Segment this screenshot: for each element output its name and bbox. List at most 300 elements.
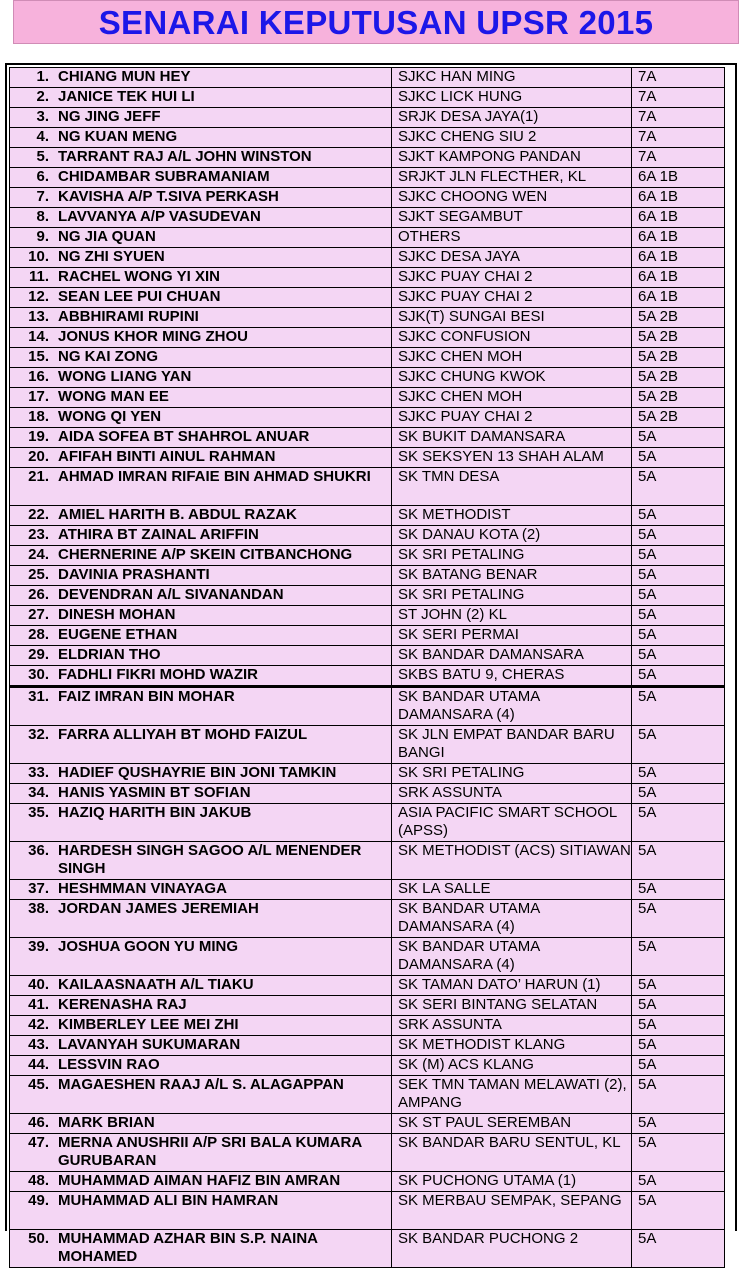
student-cell bbox=[10, 938, 392, 976]
school-name: SK JLN EMPAT BANDAR BARU BANGI bbox=[392, 726, 632, 764]
table-row bbox=[10, 288, 725, 308]
student-cell bbox=[10, 1230, 392, 1268]
school-name: SK METHODIST (ACS) SITIAWAN bbox=[392, 842, 632, 880]
student-name: KERENASHA RAJ bbox=[58, 996, 187, 1013]
result-grade: 5A 2B bbox=[632, 408, 725, 428]
result-grade: 6A 1B bbox=[632, 228, 725, 248]
result-grade: 6A 1B bbox=[632, 168, 725, 188]
student-name: HESHMMAN VINAYAGA bbox=[58, 880, 227, 897]
table-row bbox=[10, 208, 725, 228]
row-number: 34. bbox=[28, 784, 49, 801]
table-row bbox=[10, 408, 725, 428]
student-name: MUHAMMAD AIMAN HAFIZ BIN AMRAN bbox=[58, 1172, 341, 1189]
row-number: 26. bbox=[28, 586, 49, 603]
result-grade: 5A 2B bbox=[632, 368, 725, 388]
student-cell bbox=[10, 687, 392, 726]
student-cell bbox=[10, 428, 392, 448]
table-row bbox=[10, 646, 725, 666]
table-row bbox=[10, 1230, 725, 1268]
row-number: 46. bbox=[28, 1114, 49, 1131]
row-number: 19. bbox=[28, 428, 49, 445]
school-name: SRJKT JLN FLECTHER, KL bbox=[392, 168, 632, 188]
student-cell bbox=[10, 128, 392, 148]
school-name: ASIA PACIFIC SMART SCHOOL (APSS) bbox=[392, 804, 632, 842]
student-name: MUHAMMAD ALI BIN HAMRAN bbox=[58, 1192, 279, 1209]
student-name: NG KAI ZONG bbox=[58, 348, 158, 365]
result-grade: 5A bbox=[632, 842, 725, 880]
student-name: LAVANYAH SUKUMARAN bbox=[58, 1036, 241, 1053]
student-cell bbox=[10, 900, 392, 938]
table-row bbox=[10, 1114, 725, 1134]
table-row bbox=[10, 368, 725, 388]
school-name: SJKC PUAY CHAI 2 bbox=[392, 288, 632, 308]
student-name: KAVISHA A/P T.SIVA PERKASH bbox=[58, 188, 279, 205]
row-number: 42. bbox=[28, 1016, 49, 1033]
student-name: DEVENDRAN A/L SIVANANDAN bbox=[58, 586, 284, 603]
table-row bbox=[10, 586, 725, 606]
school-name: SK (M) ACS KLANG bbox=[392, 1056, 632, 1076]
row-number: 49. bbox=[28, 1192, 49, 1209]
student-name: DINESH MOHAN bbox=[58, 606, 176, 623]
student-cell bbox=[10, 586, 392, 606]
student-cell bbox=[10, 726, 392, 764]
school-name: SJKC LICK HUNG bbox=[392, 88, 632, 108]
student-cell bbox=[10, 1172, 392, 1192]
row-number: 35. bbox=[28, 804, 49, 821]
row-number: 24. bbox=[28, 546, 49, 563]
result-grade: 5A bbox=[632, 1172, 725, 1192]
student-cell bbox=[10, 880, 392, 900]
student-name: WONG LIANG YAN bbox=[58, 368, 192, 385]
student-cell bbox=[10, 348, 392, 368]
table-row bbox=[10, 764, 725, 784]
student-name: LAVVANYA A/P VASUDEVAN bbox=[58, 208, 261, 225]
student-cell bbox=[10, 308, 392, 328]
row-number: 25. bbox=[28, 566, 49, 583]
row-number: 18. bbox=[28, 408, 49, 425]
student-name: MARK BRIAN bbox=[58, 1114, 155, 1131]
result-grade: 7A bbox=[632, 108, 725, 128]
school-name: ST JOHN (2) KL bbox=[392, 606, 632, 626]
table-row bbox=[10, 468, 725, 506]
result-grade: 5A bbox=[632, 804, 725, 842]
student-name: NG ZHI SYUEN bbox=[58, 248, 165, 265]
row-number: 7. bbox=[36, 188, 49, 205]
student-name: RACHEL WONG YI XIN bbox=[58, 268, 220, 285]
row-number: 22. bbox=[28, 506, 49, 523]
table-row bbox=[10, 388, 725, 408]
school-name: SK BUKIT DAMANSARA bbox=[392, 428, 632, 448]
result-grade: 6A 1B bbox=[632, 268, 725, 288]
table-row bbox=[10, 428, 725, 448]
school-name: SJKC CHEN MOH bbox=[392, 388, 632, 408]
row-number: 38. bbox=[28, 900, 49, 917]
student-name: CHIANG MUN HEY bbox=[58, 68, 191, 85]
student-cell bbox=[10, 88, 392, 108]
student-cell bbox=[10, 626, 392, 646]
row-number: 41. bbox=[28, 996, 49, 1013]
table-row bbox=[10, 1076, 725, 1114]
student-name: CHERNERINE A/P SKEIN CITBANCHONG bbox=[58, 546, 353, 563]
school-name: SK METHODIST KLANG bbox=[392, 1036, 632, 1056]
table-row bbox=[10, 666, 725, 687]
result-grade: 5A 2B bbox=[632, 328, 725, 348]
table-row bbox=[10, 687, 725, 726]
student-cell bbox=[10, 368, 392, 388]
result-grade: 5A bbox=[632, 1036, 725, 1056]
student-cell bbox=[10, 1056, 392, 1076]
result-grade: 5A bbox=[632, 566, 725, 586]
row-number: 39. bbox=[28, 938, 49, 955]
student-cell bbox=[10, 606, 392, 626]
result-grade: 5A bbox=[632, 606, 725, 626]
student-name: TARRANT RAJ A/L JOHN WINSTON bbox=[58, 148, 312, 165]
table-row bbox=[10, 108, 725, 128]
result-grade: 6A 1B bbox=[632, 208, 725, 228]
student-name: MERNA ANUSHRII A/P SRI BALA KUMARA GURUBARAN bbox=[58, 1134, 362, 1169]
row-number: 30. bbox=[28, 666, 49, 683]
row-number: 31. bbox=[28, 688, 49, 705]
table-row bbox=[10, 546, 725, 566]
student-cell bbox=[10, 248, 392, 268]
result-grade: 5A bbox=[632, 666, 725, 687]
student-cell bbox=[10, 288, 392, 308]
school-name: SJKC DESA JAYA bbox=[392, 248, 632, 268]
table-row bbox=[10, 148, 725, 168]
student-cell bbox=[10, 228, 392, 248]
student-cell bbox=[10, 1134, 392, 1172]
table-row bbox=[10, 128, 725, 148]
school-name: SKBS BATU 9, CHERAS bbox=[392, 666, 632, 687]
school-name: SK TMN DESA bbox=[392, 468, 632, 506]
table-row bbox=[10, 1016, 725, 1036]
student-cell bbox=[10, 1036, 392, 1056]
result-grade: 5A bbox=[632, 586, 725, 606]
row-number: 11. bbox=[28, 268, 49, 285]
row-number: 5. bbox=[36, 148, 49, 165]
student-name: AMIEL HARITH B. ABDUL RAZAK bbox=[58, 506, 297, 523]
student-cell bbox=[10, 1192, 392, 1230]
student-name: ELDRIAN THO bbox=[58, 646, 161, 663]
student-cell bbox=[10, 328, 392, 348]
student-name: MAGAESHEN RAAJ A/L S. ALAGAPPAN bbox=[58, 1076, 344, 1093]
result-grade: 7A bbox=[632, 68, 725, 88]
result-grade: 5A bbox=[632, 726, 725, 764]
table-row bbox=[10, 726, 725, 764]
table-row bbox=[10, 938, 725, 976]
table-row bbox=[10, 1134, 725, 1172]
student-cell bbox=[10, 566, 392, 586]
table-row bbox=[10, 996, 725, 1016]
school-name: SK PUCHONG UTAMA (1) bbox=[392, 1172, 632, 1192]
school-name: SK BANDAR PUCHONG 2 bbox=[392, 1230, 632, 1268]
student-name: KAILAASNAATH A/L TIAKU bbox=[58, 976, 254, 993]
school-name: SK SRI PETALING bbox=[392, 586, 632, 606]
row-number: 28. bbox=[28, 626, 49, 643]
result-grade: 5A bbox=[632, 938, 725, 976]
student-name: JOSHUA GOON YU MING bbox=[58, 938, 239, 955]
student-name: WONG MAN EE bbox=[58, 388, 169, 405]
row-number: 15. bbox=[28, 348, 49, 365]
table-row bbox=[10, 1036, 725, 1056]
student-name: HARDESH SINGH SAGOO A/L MENENDER SINGH bbox=[58, 842, 362, 877]
school-name: SK SEKSYEN 13 SHAH ALAM bbox=[392, 448, 632, 468]
student-cell bbox=[10, 408, 392, 428]
student-cell bbox=[10, 168, 392, 188]
student-cell bbox=[10, 388, 392, 408]
student-name: EUGENE ETHAN bbox=[58, 626, 178, 643]
table-row bbox=[10, 248, 725, 268]
page-title: SENARAI KEPUTUSAN UPSR 2015 bbox=[98, 4, 654, 41]
student-cell bbox=[10, 468, 392, 506]
row-number: 8. bbox=[36, 208, 49, 225]
row-number: 29. bbox=[28, 646, 49, 663]
result-grade: 5A bbox=[632, 880, 725, 900]
student-name: WONG QI YEN bbox=[58, 408, 162, 425]
school-name: SJK(T) SUNGAI BESI bbox=[392, 308, 632, 328]
student-name: HANIS YASMIN BT SOFIAN bbox=[58, 784, 251, 801]
results-table bbox=[9, 67, 725, 1268]
school-name: SJKC HAN MING bbox=[392, 68, 632, 88]
school-name: SK BANDAR BARU SENTUL, KL bbox=[392, 1134, 632, 1172]
row-number: 16. bbox=[28, 368, 49, 385]
student-cell bbox=[10, 108, 392, 128]
table-row bbox=[10, 88, 725, 108]
result-grade: 5A bbox=[632, 626, 725, 646]
student-name: AIDA SOFEA BT SHAHROL ANUAR bbox=[58, 428, 310, 445]
result-grade: 5A bbox=[632, 646, 725, 666]
title-banner bbox=[13, 0, 739, 44]
table-row bbox=[10, 842, 725, 880]
student-name: FARRA ALLIYAH BT MOHD FAIZUL bbox=[58, 726, 308, 743]
student-name: ATHIRA BT ZAINAL ARIFFIN bbox=[58, 526, 259, 543]
school-name: SK MERBAU SEMPAK, SEPANG bbox=[392, 1192, 632, 1230]
results-table-body bbox=[10, 68, 725, 1268]
row-number: 45. bbox=[28, 1076, 49, 1093]
result-grade: 5A bbox=[632, 687, 725, 726]
table-row bbox=[10, 1056, 725, 1076]
student-name: FAIZ IMRAN BIN MOHAR bbox=[58, 688, 235, 705]
table-row bbox=[10, 308, 725, 328]
table-row bbox=[10, 566, 725, 586]
result-grade: 5A bbox=[632, 764, 725, 784]
student-name: HAZIQ HARITH BIN JAKUB bbox=[58, 804, 252, 821]
result-grade: 6A 1B bbox=[632, 248, 725, 268]
row-number: 6. bbox=[36, 168, 49, 185]
school-name: SK METHODIST bbox=[392, 506, 632, 526]
row-number: 50. bbox=[28, 1230, 49, 1247]
table-row bbox=[10, 228, 725, 248]
school-name: SK SRI PETALING bbox=[392, 764, 632, 784]
row-number: 43. bbox=[28, 1036, 49, 1053]
school-name: SK SRI PETALING bbox=[392, 546, 632, 566]
result-grade: 5A bbox=[632, 1114, 725, 1134]
row-number: 48. bbox=[28, 1172, 49, 1189]
student-name: KIMBERLEY LEE MEI ZHI bbox=[58, 1016, 239, 1033]
student-cell bbox=[10, 666, 392, 687]
school-name: SK SERI PERMAI bbox=[392, 626, 632, 646]
student-name: NG JIA QUAN bbox=[58, 228, 156, 245]
school-name: SJKC CHEN MOH bbox=[392, 348, 632, 368]
school-name: SRK ASSUNTA bbox=[392, 1016, 632, 1036]
student-name: HADIEF QUSHAYRIE BIN JONI TAMKIN bbox=[58, 764, 337, 781]
student-name: NG KUAN MENG bbox=[58, 128, 178, 145]
result-grade: 5A bbox=[632, 996, 725, 1016]
student-name: JONUS KHOR MING ZHOU bbox=[58, 328, 249, 345]
row-number: 20. bbox=[28, 448, 49, 465]
student-cell bbox=[10, 976, 392, 996]
row-number: 37. bbox=[28, 880, 49, 897]
row-number: 12. bbox=[28, 288, 49, 305]
row-number: 14. bbox=[28, 328, 49, 345]
table-row bbox=[10, 606, 725, 626]
student-name: CHIDAMBAR SUBRAMANIAM bbox=[58, 168, 270, 185]
table-row bbox=[10, 900, 725, 938]
row-number: 1. bbox=[36, 68, 49, 85]
row-number: 33. bbox=[28, 764, 49, 781]
row-number: 10. bbox=[28, 248, 49, 265]
row-number: 47. bbox=[28, 1134, 49, 1151]
school-name: SJKC PUAY CHAI 2 bbox=[392, 408, 632, 428]
row-number: 21. bbox=[28, 468, 49, 485]
result-grade: 6A 1B bbox=[632, 188, 725, 208]
student-cell bbox=[10, 784, 392, 804]
student-cell bbox=[10, 996, 392, 1016]
student-cell bbox=[10, 546, 392, 566]
school-name: SK BANDAR UTAMA DAMANSARA (4) bbox=[392, 938, 632, 976]
school-name: SJKC CHUNG KWOK bbox=[392, 368, 632, 388]
result-grade: 5A bbox=[632, 1056, 725, 1076]
table-row bbox=[10, 506, 725, 526]
row-number: 17. bbox=[28, 388, 49, 405]
school-name: SJKT KAMPONG PANDAN bbox=[392, 148, 632, 168]
school-name: OTHERS bbox=[392, 228, 632, 248]
student-name: LESSVIN RAO bbox=[58, 1056, 160, 1073]
result-grade: 7A bbox=[632, 88, 725, 108]
school-name: SJKC CHENG SIU 2 bbox=[392, 128, 632, 148]
student-name: AFIFAH BINTI AINUL RAHMAN bbox=[58, 448, 276, 465]
student-name: NG JING JEFF bbox=[58, 108, 161, 125]
table-row bbox=[10, 626, 725, 646]
school-name: SJKT SEGAMBUT bbox=[392, 208, 632, 228]
school-name: SK TAMAN DATO’ HARUN (1) bbox=[392, 976, 632, 996]
school-name: SRK ASSUNTA bbox=[392, 784, 632, 804]
row-number: 3. bbox=[36, 108, 49, 125]
row-number: 44. bbox=[28, 1056, 49, 1073]
student-cell bbox=[10, 448, 392, 468]
table-row bbox=[10, 1172, 725, 1192]
table-row bbox=[10, 976, 725, 996]
student-cell bbox=[10, 646, 392, 666]
student-cell bbox=[10, 1016, 392, 1036]
result-grade: 5A 2B bbox=[632, 348, 725, 368]
result-grade: 7A bbox=[632, 148, 725, 168]
result-grade: 5A 2B bbox=[632, 308, 725, 328]
school-name: SK BATANG BENAR bbox=[392, 566, 632, 586]
student-cell bbox=[10, 188, 392, 208]
table-row bbox=[10, 448, 725, 468]
result-grade: 5A bbox=[632, 1076, 725, 1114]
table-row bbox=[10, 880, 725, 900]
school-name: SJKC CHOONG WEN bbox=[392, 188, 632, 208]
result-grade: 6A 1B bbox=[632, 288, 725, 308]
school-name: SK LA SALLE bbox=[392, 880, 632, 900]
table-row bbox=[10, 268, 725, 288]
result-grade: 5A 2B bbox=[632, 388, 725, 408]
school-name: SJKC PUAY CHAI 2 bbox=[392, 268, 632, 288]
result-grade: 5A bbox=[632, 784, 725, 804]
school-name: SJKC CONFUSION bbox=[392, 328, 632, 348]
student-cell bbox=[10, 842, 392, 880]
result-grade: 5A bbox=[632, 468, 725, 506]
school-name: SK SERI BINTANG SELATAN bbox=[392, 996, 632, 1016]
student-cell bbox=[10, 268, 392, 288]
student-cell bbox=[10, 506, 392, 526]
student-cell bbox=[10, 208, 392, 228]
table-row bbox=[10, 68, 725, 88]
table-row bbox=[10, 188, 725, 208]
table-row bbox=[10, 1192, 725, 1230]
row-number: 2. bbox=[36, 88, 49, 105]
row-number: 23. bbox=[28, 526, 49, 543]
student-name: SEAN LEE PUI CHUAN bbox=[58, 288, 221, 305]
student-name: MUHAMMAD AZHAR BIN S.P. NAINA MOHAMED bbox=[58, 1230, 318, 1265]
student-cell bbox=[10, 526, 392, 546]
table-row bbox=[10, 526, 725, 546]
table-row bbox=[10, 784, 725, 804]
school-name: SK BANDAR DAMANSARA bbox=[392, 646, 632, 666]
table-row bbox=[10, 328, 725, 348]
table-row bbox=[10, 348, 725, 368]
student-name: DAVINIA PRASHANTI bbox=[58, 566, 210, 583]
student-cell bbox=[10, 1114, 392, 1134]
row-number: 4. bbox=[36, 128, 49, 145]
result-grade: 5A bbox=[632, 900, 725, 938]
school-name: SK DANAU KOTA (2) bbox=[392, 526, 632, 546]
school-name: SRJK DESA JAYA(1) bbox=[392, 108, 632, 128]
student-name: AHMAD IMRAN RIFAIE BIN AHMAD SHUKRI bbox=[58, 468, 371, 485]
result-grade: 5A bbox=[632, 546, 725, 566]
student-name: FADHLI FIKRI MOHD WAZIR bbox=[58, 666, 258, 683]
result-grade: 5A bbox=[632, 526, 725, 546]
row-number: 36. bbox=[28, 842, 49, 859]
row-number: 9. bbox=[36, 228, 49, 245]
school-name: SK ST PAUL SEREMBAN bbox=[392, 1114, 632, 1134]
student-cell bbox=[10, 764, 392, 784]
result-grade: 5A bbox=[632, 428, 725, 448]
result-grade: 5A bbox=[632, 976, 725, 996]
row-number: 32. bbox=[28, 726, 49, 743]
student-cell bbox=[10, 148, 392, 168]
result-grade: 5A bbox=[632, 1192, 725, 1230]
student-name: JORDAN JAMES JEREMIAH bbox=[58, 900, 259, 917]
result-grade: 5A bbox=[632, 1016, 725, 1036]
row-number: 13. bbox=[28, 308, 49, 325]
student-name: ABBHIRAMI RUPINI bbox=[58, 308, 199, 325]
result-grade: 5A bbox=[632, 1230, 725, 1268]
student-cell bbox=[10, 68, 392, 88]
result-grade: 5A bbox=[632, 506, 725, 526]
student-cell bbox=[10, 1076, 392, 1114]
row-number: 27. bbox=[28, 606, 49, 623]
row-number: 40. bbox=[28, 976, 49, 993]
result-grade: 5A bbox=[632, 1134, 725, 1172]
result-grade: 7A bbox=[632, 128, 725, 148]
table-row bbox=[10, 168, 725, 188]
result-grade: 5A bbox=[632, 448, 725, 468]
school-name: SK BANDAR UTAMA DAMANSARA (4) bbox=[392, 900, 632, 938]
school-name: SEK TMN TAMAN MELAWATI (2), AMPANG bbox=[392, 1076, 632, 1114]
